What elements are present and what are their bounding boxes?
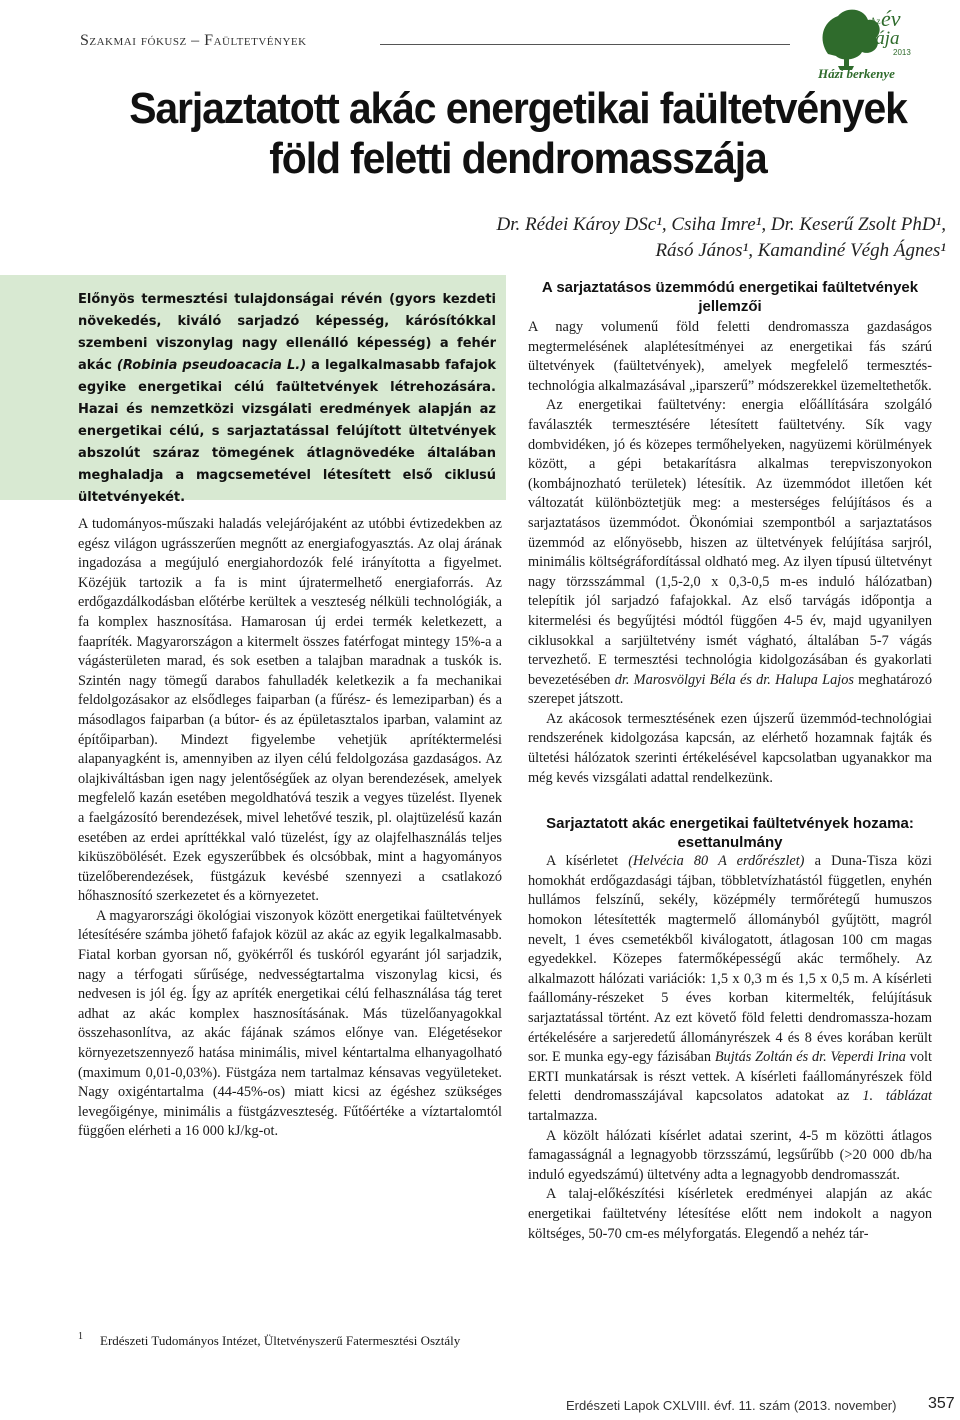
table-reference: 1. táblázat bbox=[862, 1088, 932, 1105]
paragraph-text: : energia előállítására szolgáló faválaszték termesztésére létesített faültetvény. Sík vagy dombvidéken, jó és közepes termőhelyeken, nagyüzemi körülmények között, a gépi betakarításra alkalmas terepviszonyokon (kombájnozható területek) létesítik. Az üzemmódot illetően két változatát különböztetjük meg: a mesterséges felújításos és a sarjaztatásos üzemmódot. Ökonómiai szempontból a sarjaztatásos üzemmód az előnyösebb, hiszen az ültetvények felújítása sarjról, minimális költségráfordítással oldható meg. Az ilyen típusú ültetvényt nagy törzsszámmal (1,5-2,0 x 0,3-0,5 m-es induló hálózatban) telepítik jól sarjadzó fafajokkal. Az első tarvágás időpontja a kitermelési és begyűjtési módtól függően 4-5 év, majd ugyanilyen ciklusokkal a sarjültetvény ismét vágható, általában 5-7 vágás tervezhető. E termesztési technológia kidolgozásában és gyakorlati bevezetésében bbox=[528, 397, 932, 688]
paragraph bbox=[528, 396, 932, 710]
paragraph: Az akácosok termesztésének ezen újszerű üzemmód-technológiai rendszerének kidolgozása kapcsán, az elérhető hozamnak fajták és ültetési hálózatok szerinti értékelésével kapcsolatban ugyanakkor ma még kevés vizsgálati adattal rendelkezünk. bbox=[528, 710, 932, 786]
paragraph-text: volt ERTI munkatársak is részt vettek. A kísérleti faállományrészek föld feletti dendromasszájával kapcsolatos adatokat az bbox=[528, 1049, 932, 1105]
section-label: Szakmai fókusz – Faültetvények bbox=[80, 32, 307, 49]
paragraph: A közölt hálózati kísérlet adatai szerint, 4-5 m közötti átlagos famagasságnál a legnagyobb törzsszámú, legsűrűbb (>20 000 db/ha induló egyedszámú) ültetvény adta a legnagyobb dendromasszát. bbox=[528, 1127, 932, 1183]
logo-small-text: Az bbox=[870, 16, 881, 26]
paragraph-text: Az energetikai faültetvény bbox=[546, 397, 722, 414]
footnote-text: Erdészeti Tudományos Intézet, Ültetvényszerű Fatermesztési Osztály bbox=[100, 1333, 461, 1348]
footnote-mark: 1 bbox=[78, 1331, 83, 1342]
paragraph: A nagy volumenű föld feletti dendromassza gazdaságos megtermelésének alaplétesítményei az energetikai fás szárú ültetvények (faültetvények), amelyek megfelelő termesztés-technológia alkalmazásával „iparszerű” módszerekkel üzemeltethetők. bbox=[528, 319, 932, 394]
journal-footer: Erdészeti Lapok CXLVIII. évf. 11. szám (2013. november) bbox=[566, 1398, 897, 1413]
abstract bbox=[78, 289, 496, 509]
footnote bbox=[78, 1332, 502, 1350]
paragraph: A tudományos-műszaki haladás velejárójaként az utóbbi évtizedekben az egész világon ugrásszerűen megnőtt az energiafogyasztás. Az olaj árának ingadozása a megújuló energiahordozók felé irányította a figyelmet. Közéjük tartozik a fa is mint újratermelhető energiaforrás. Az erdőgazdálkodásban előtérbe kerültek a veszteség nélküli technológiák, a fa komplex hasznosítása. Hamarosan új erdei termék keletkezett, a faapríték. Magyarországon a kitermelt összes fatérfogat mintegy 15%-a a vágásterületen marad, és sok esetben a talajban maradnak a tuskók is. Szintén nagy tömegű darabos fahulladék keletkezik a fa mechanikai feldolgozásakor az elsődleges faiparban (a fűrész- és lemeziparban) és a másodlagos faiparban (a bútor- és az épületasztalos iparban, valamint az építőiparban). Mindezt figyelembe vehetjük aprítéktermelési alapanyagként is, amennyiben az ilyen célú feldolgozása gazdaságos. Az olajkiváltásban igen nagy jelentőségűek az olyan berendezések, amelyek megfelelő kazán esetében megoldhatóvá teszik a vegyes tüzelést. Ilyenek a faelgázosító berendezések, mivel lehetővé teszik, pl. olajtüzelésű kazán esetében az erdei apríttékkal való tüzelést, így az olajfelhasználás teljes kiküszöbölését. Ezek egyszerűbbek és olcsóbbak, mint a hagyományos tüzelőberendezések, füstgázuk kevésbé szennyezi a csatlakozó hőhasznosító szerkezetet és a környezetet. bbox=[78, 516, 502, 905]
logo-script-text: fája bbox=[870, 28, 900, 49]
paragraph-text: A kísérletet bbox=[546, 853, 629, 870]
header-rule bbox=[380, 44, 790, 45]
article-title: Sarjaztatott akác energetikai faültetvények föld feletti dendromasszája bbox=[129, 84, 907, 183]
paragraph: A talaj-előkészítési kísérletek eredményei alapján az akác energetikai faültetvény létesítése előtt nem indokolt a nagyon költséges, 50-70 cm-es mélyforgatás. Elegendő a nehéz tár- bbox=[528, 1186, 932, 1242]
paragraph-text: meghatározó szerepet játszott. bbox=[528, 671, 933, 708]
paragraph-names: Bujtás Zoltán és dr. Veperdi Irina bbox=[714, 1049, 906, 1066]
page-number: 357 bbox=[928, 1395, 955, 1412]
paragraph-text: tartalmazza. bbox=[528, 1107, 598, 1124]
paragraph: A magyarországi ökológiai viszonyok között energetikai faültetvények létesítésére számba jöhető fafajok közül az akác az egyik legalkalmasabb. Fiatal korban gyorsan nő, gyökérről és tuskóról egyaránt jól sarjadzik, nagy a térfogati sűrűsége, nedvességtartalma viszonylag kicsi, és nedvesen is jól ég. Így az apríték energetikai célú felhasználása tág teret adhat az akác komplex hasznosításának. Más tüzelőanyagokkal összehasonlítva, az akác fájának számos előnye van. Elégetésekor környezetszennyező hatása minimális, mivel kéntartalma elhanyagolható (maximum 0,01-0,03%). Füstgáza nem tartalmaz kénsavas vegyületeket. Nagy oxigéntartalma (44-45%-os) miatt kicsi az égéshez szükséges levegőigénye, minimális a füstgázveszteség. Fűtőértéke a víztartalomtól függően elérheti a 16 000 kJ/kg-ot. bbox=[78, 907, 502, 1140]
paragraph-names: dr. Marosvölgyi Béla és dr. Halupa Lajos bbox=[614, 671, 854, 688]
paragraph-text: a Duna-Tisza közi homokhát erdőgazdasági tájban, többletvízhatástól független, enyhén hullámos felszínű, sekély, középmély termőrétegű humuszos homokon létesítették magtermelő állományból gyűjtött, magról nevelt, 1 éves csemetékből kiválogatott, átlagosan 100 cm magas egyedekkel. Közepes fatermőképességű akác termőhely. Az alkalmazott hálózati variációk: 1,5 x 0,3 m és 1,5 x 0,5 m. A kísérleti faállomány-részeket 5 éves korban kitermelték, felújításuk sarjaztatással történt. Az ezt követő föld feletti dendromassza-hozam értékelésére a sarjeredetű állományrészek 4 és 8 éves korában került sor. E munka egy-egy fázisában bbox=[528, 853, 932, 1066]
logo-subtitle: Házi berkenye bbox=[818, 66, 895, 81]
section-heading-1: A sarjaztatásos üzemmódú energetikai faültetvények jellemzői bbox=[541, 279, 919, 315]
left-column bbox=[78, 515, 502, 1142]
section-heading-2: Sarjaztatott akác energetikai faültetvények hozama: esettanulmány bbox=[546, 815, 914, 852]
paragraph bbox=[528, 852, 932, 1126]
right-column bbox=[528, 278, 932, 1244]
logo-big-text: év bbox=[881, 6, 901, 31]
paragraph-location: (Helvécia 80 A erdőrészlet) bbox=[628, 853, 805, 870]
abstract-text-2: a legalkalmasabb fafajok egyike energetikai célú faültetvények létrehozására. Hazai és nemzetközi vizsgálati eredmények alapján az energetikai célú, s sarjaztatással felújított ültetvények abszolút száraz tömegének átlagnövedéke általában meghaladja a magcsemetével létesített első ciklusú ültetvényekét. bbox=[78, 358, 496, 505]
authors-line-2: Rásó János¹, Kamandiné Végh Ágnes¹ bbox=[655, 240, 946, 261]
authors bbox=[497, 212, 947, 264]
logo-year-text: 2013 bbox=[893, 48, 911, 57]
authors-line-1: Dr. Rédei Károy DSc¹, Csiha Imre¹, Dr. Keserű Zsolt PhD¹, bbox=[496, 214, 946, 235]
abstract-text-1: Előnyös termesztési tulajdonságai révén (gyors kezdeti növekedés, kiváló sarjadzó képesség, kárósítókkal szembeni viszonylag nagy ellenálló képesség) a fehér akác bbox=[78, 292, 496, 373]
abstract-species: (Robinia pseudoacacia L.) bbox=[116, 358, 307, 373]
